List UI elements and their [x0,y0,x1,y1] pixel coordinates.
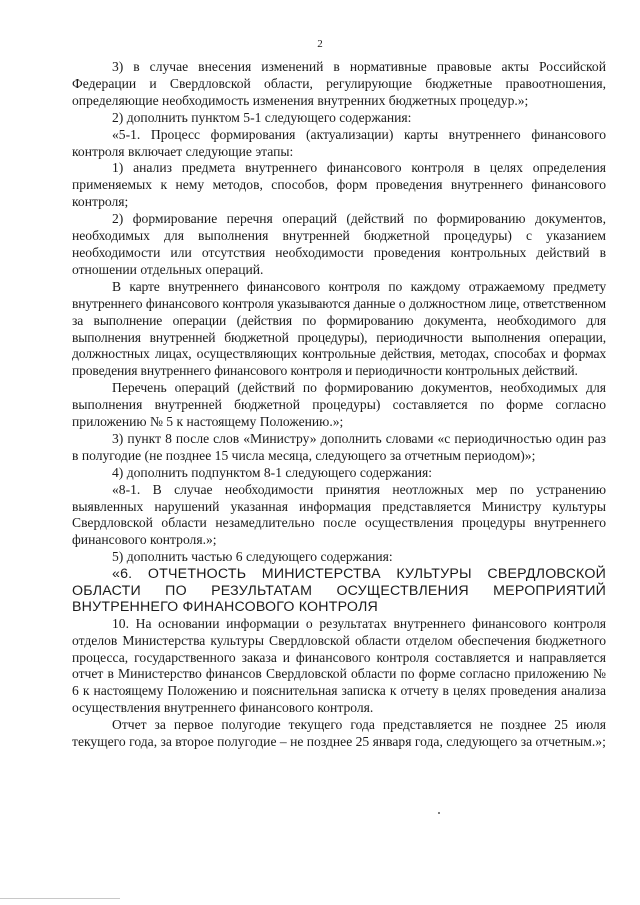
paragraph-report-deadlines: Отчет за первое полугодие текущего года представляется не позднее 25 июля текущего года, за второе полугодие – не позднее 25 января года, следующего за отчетным.»; [72,717,606,750]
paragraph-8-1: «8-1. В случае необходимости принятия неотложных мер по устранению выявленных нарушений указанная информация представляется Министру культуры Свердловской области незамедлительно после осуществления процедуры внутреннего финансового контроля.»; [72,481,606,548]
scan-speck [438,812,440,814]
paragraph-item-5: 5) дополнить частью 6 следующего содержания: [112,549,393,565]
paragraph-stage-2: 2) формирование перечня операций (действий по формированию документов, необходимых для выполнения внутренней бюджетной процедуры) с указанием необходимости или отсутствия необходимости проведения контрольных действий в отношении отдельных операций. [72,211,606,277]
paragraph-operations-list: Перечень операций (действий по формированию документов, необходимых для выполнения внутренней бюджетной процедуры) составляется по форме согласно приложению № 5 к настоящему Положению.»; [72,380,606,430]
document-body [72,59,606,751]
paragraph-10: 10. На основании информации о результатах внутреннего финансового контроля отделов Министерства культуры Свердловской области отделом обеспечения бюджетного процесса, государственного заказа и финансового контроля составляется и направляется отчет в Министерство финансов Свердловской области по форме согласно приложению № 6 к настоящему Положению и пояснительная записка к отчету в целях проведения анализа осуществления внутреннего финансового контроля. [72,615,606,716]
paragraph-item-4: 4) дополнить подпунктом 8-1 следующего содержания: [112,464,433,480]
paragraph-stage-1: 1) анализ предмета внутреннего финансового контроля в целях определения применяемых к нему методов, способов, форм проведения внутреннего финансового контроля; [72,160,606,210]
paragraph-item-3: 3) пункт 8 после слов «Министру» дополнить словами «с периодичностью один раз в полугодие (не позднее 15 числа месяца, следующего за отчетным периодом)»; [72,430,606,463]
paragraph-amendment-3: 3) в случае внесения изменений в нормативные правовые акты Российской Федерации и Свердловской области, регулирующие бюджетные правоотношения, определяющие необходимость изменения внутренних бюджетных процедур.»; [72,59,606,108]
section-6-heading: «6. ОТЧЕТНОСТЬ МИНИСТЕРСТВА КУЛЬТУРЫ СВЕРДЛОВСКОЙ ОБЛАСТИ ПО РЕЗУЛЬТАТАМ ОСУЩЕСТВЛЕНИЯ МЕРОПРИЯТИЙ ВНУТРЕННЕГО ФИНАНСОВОГО КОНТРОЛЯ [72,566,606,616]
scan-edge-line [0,898,120,899]
paragraph-control-map: В карте внутреннего финансового контроля по каждому отражаемому предмету внутреннего финансового контроля указываются данные о должностном лице, ответственном за выполнение операции (действия по формированию документа, необходимого для выполнения внутренней бюджетной процедуры), периодичности выполнения операции, должностных лицах, осуществляющих контрольные действия, методах, способах и формах проведения внутреннего финансового контроля и периодичности контрольных действий. [72,278,606,379]
page-number: 2 [317,38,323,50]
paragraph-5-1-intro: «5-1. Процесс формирования (актуализации) карты внутреннего финансового контроля включает следующие этапы: [72,126,606,159]
paragraph-item-2: 2) дополнить пунктом 5-1 следующего содержания: [112,109,412,125]
